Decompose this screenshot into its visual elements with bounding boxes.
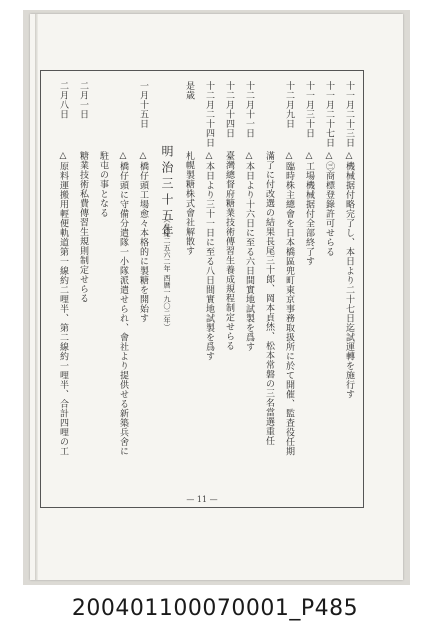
entry-text: △臨時株主總會を日本橋區兜町東京事務取扱所に於て開催、監査役任期 [284,151,294,456]
entry-date: 十一月二十三日 [344,81,354,148]
entry-text: 札幌製糖株式會社解散す [184,151,194,256]
entry-date: 是歳 [184,81,194,100]
entry-text: △本日より十六日に至る六日間實地試製を爲す [244,151,254,352]
entry-text: 滿了に付改選の結果長尾三十郎、岡本貞烋、松本常磐の三名當選重任 [264,151,274,446]
page-number: — 11 — [186,495,218,504]
entry-date: 十二月十四日 [224,81,234,138]
entry-text: △機械据付略完了し、本日より二十七日迄試運轉を施行す [344,151,354,399]
entry-text: △橋仔頭に守備分遣隊一小隊派遣せられ、會社より提供せる新築兵舍に [118,151,128,456]
entry-text: △㊂商標登錄許可せらる [324,151,334,257]
text-frame [40,70,364,508]
entry-date: 十二月十一日 [244,81,254,138]
entry-text: △本日より三十一日に至る八日間實地試製を爲す [204,151,214,361]
year-subheading: （皇紀二五六二年 西暦一九〇二年） [163,216,171,331]
entry-text: 駐屯の事となる [98,151,108,218]
entry-text: △工場機械据付全部終了す [304,151,314,266]
entry-text: △原料運搬用輕便軌道第一線約二哩半、第二線約一哩半、合計四哩の工 [58,151,68,456]
entry-date: 十二月二十四日 [204,81,214,148]
entry-date: 二月一日 [78,81,88,119]
entry-date: 十一月二十七日 [324,81,334,148]
entry-text: △橋仔頭工場愈々本格的に製糖を開始す [138,151,148,323]
entry-date: 十二月九日 [284,81,294,129]
entry-date: 十一月三十日 [304,81,314,138]
entry-text: 糖業技術私費傳習生規則制定せらる [78,151,88,303]
image-caption: 200401100070001_P485 [71,596,359,621]
year-heading: 明治三十五年 [160,145,174,241]
entry-date: 二月八日 [58,81,68,119]
entry-date: 一月十五日 [138,81,148,129]
entry-text: 臺灣總督府糖業技術傳習生養成規程制定せらる [224,151,234,351]
